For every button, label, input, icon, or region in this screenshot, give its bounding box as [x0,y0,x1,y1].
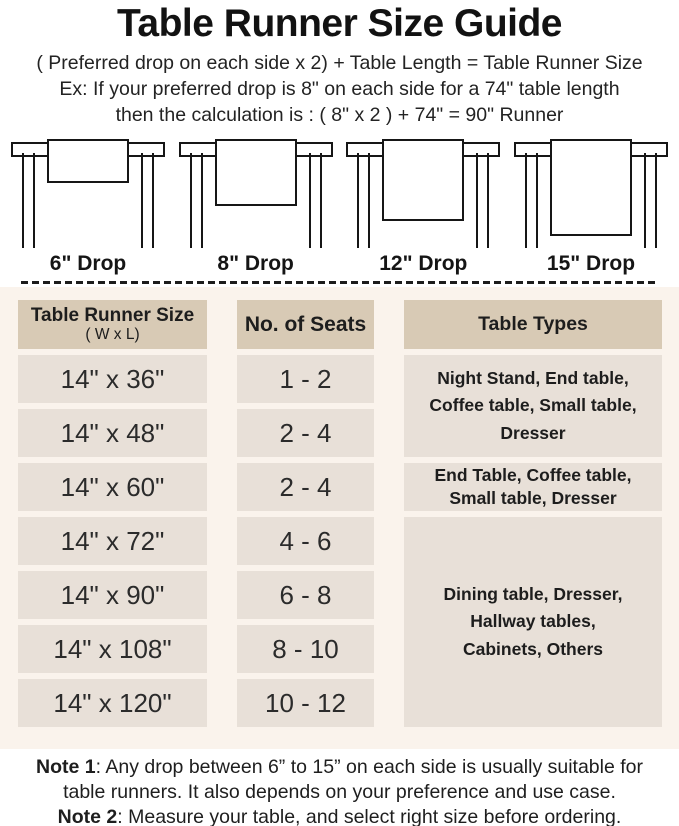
table-illustration [514,138,668,248]
table-types-cell [404,517,662,727]
example-line-1: Ex: If your preferred drop is 8" on each side for a 74" table length [59,78,620,100]
table-leg-left-shape [190,153,203,248]
runner-shape [550,139,632,236]
table-leg-right-shape [141,153,154,248]
note-1-text: : Any drop between 6” to 15” on each side is usually suitable for [95,756,644,778]
table-leg-right-shape [309,153,322,248]
table-types-text: End Table, Coffee table, Small table, Dresser [434,465,632,508]
size-table [18,300,663,727]
note-line-1 [0,755,679,780]
seats-cell: 6 - 8 [237,571,374,619]
table-leg-left-shape [357,153,370,248]
example-line-2: then the calculation is : ( 8" x 2 ) + 74" = 90" Runner [115,104,564,126]
formula-text: ( Preferred drop on each side x 2) + Table Length = Table Runner Size [36,52,643,74]
runner-shape [47,139,129,183]
column-header-runner-size-subtitle: ( W x L) [85,326,140,343]
size-cell: 14" x 120" [18,679,207,727]
note-1-text-continued: table runners. It also depends on your preference and use case. [63,781,616,803]
diagram-8-drop [176,138,336,276]
table-types-cell [404,355,662,457]
size-cell: 14" x 60" [18,463,207,511]
seats-cell: 2 - 4 [237,409,374,457]
column-header-table-types: Table Types [404,300,662,349]
seats-cell: 8 - 10 [237,625,374,673]
note-2-text: : Measure your table, and select right size before ordering. [117,806,622,826]
table-illustration [11,138,165,248]
note-line-2 [0,780,679,805]
seats-cell: 2 - 4 [237,463,374,511]
drop-label: 12" Drop [379,252,468,275]
table-leg-left-shape [525,153,538,248]
note-1-label: Note 1 [35,756,96,778]
seats-cell: 4 - 6 [237,517,374,565]
note-line-3 [0,805,679,826]
table-leg-right-shape [476,153,489,248]
table-types-text: Night Stand, End table, Coffee table, Small table, Dresser [429,368,637,443]
dashed-divider [21,281,658,284]
size-cell: 14" x 90" [18,571,207,619]
size-cell: 14" x 72" [18,517,207,565]
seats-cell: 1 - 2 [237,355,374,403]
table-illustration [346,138,500,248]
notes [0,755,679,826]
runner-shape [215,139,297,206]
drop-diagrams [0,128,679,276]
diagram-12-drop [343,138,503,276]
page-title: Table Runner Size Guide [116,2,563,45]
column-header-runner-size-title: Table Runner Size [30,305,195,326]
table-leg-left-shape [22,153,35,248]
size-cell: 14" x 108" [18,625,207,673]
diagram-6-drop [8,138,168,276]
size-cell: 14" x 48" [18,409,207,457]
size-guide-page [0,2,679,826]
table-types-text: Dining table, Dresser, Hallway tables, Cabinets, Others [443,584,623,659]
seats-cell: 10 - 12 [237,679,374,727]
drop-label: 15" Drop [546,252,636,275]
drop-label: 8" Drop [217,252,294,275]
table-leg-right-shape [644,153,657,248]
size-cell: 14" x 36" [18,355,207,403]
table-types-cell [404,463,662,511]
table-illustration [179,138,333,248]
size-table-section [0,287,679,749]
runner-shape [382,139,464,221]
drop-label: 6" Drop [49,252,127,275]
column-header-seats: No. of Seats [237,300,374,349]
column-header-runner-size [18,300,207,349]
diagram-15-drop [511,138,671,276]
note-2-label: Note 2 [57,806,118,826]
